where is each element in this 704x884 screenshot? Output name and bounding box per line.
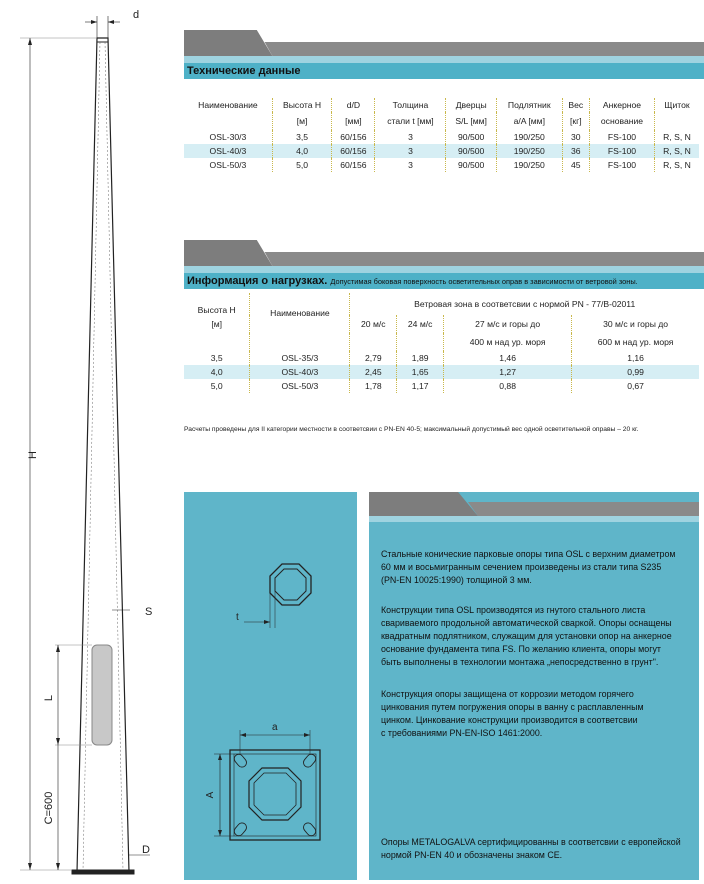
lh-col-27: 27 м/с и горы до — [444, 315, 572, 333]
pole-outline — [77, 38, 129, 872]
th-door-unit: S/L [мм] — [446, 112, 496, 130]
lh-height: Высота H — [184, 293, 250, 315]
calculation-note: Расчеты проведены для II категории местности в соответсвии с PN-EN 40-5; максимальный допустимый вес одной осветительной оправы – 20 кг. — [184, 426, 639, 433]
th-height-unit: [м] — [272, 112, 331, 130]
base-plate-square — [230, 750, 320, 840]
lh-col-30-sub: 600 м над ур. моря — [597, 337, 674, 347]
octagon-section-outer — [270, 564, 311, 605]
label-H: H — [27, 451, 39, 459]
th-name: Наименование — [184, 98, 272, 112]
th-thickness: Толщина — [375, 98, 446, 112]
label-S: S — [145, 606, 153, 618]
lh-zone: Ветровая зона в соответсвии с нормой PN - 77/B-02011 — [414, 299, 636, 309]
th-weight-unit: [кг] — [562, 112, 589, 130]
tech-table — [184, 98, 699, 172]
tech-header — [184, 30, 704, 79]
table-row: OSL-30/3 3,5 60/156 3 90/500 190/250 30 FS-100 R, S, N — [184, 130, 699, 144]
cross-section-drawing — [184, 492, 357, 880]
loads-header — [184, 240, 704, 289]
table-row: OSL-50/3 5,0 60/156 3 90/500 190/250 45 FS-100 R, S, N — [184, 158, 699, 172]
lh-name: Наименование — [250, 293, 350, 333]
th-panel: Щиток — [664, 100, 690, 110]
th-height: Высота H — [272, 98, 331, 112]
description-paragraph-4: Опоры METALOGALVA сертифицированны в соответсвии с европейской нормой PN-EN 40 и обозначены знаком CE. — [381, 837, 681, 860]
octagon-section-inner — [275, 569, 306, 600]
table-row: 5,0 OSL-50/3 1,78 1,17 0,88 0,67 — [184, 379, 699, 393]
section-drawing-panel — [184, 492, 357, 880]
base-plate — [72, 870, 134, 874]
loads-subtitle: Допустимая боковая поверхность осветительных оправ в зависимости от ветровой зоны. — [330, 276, 638, 286]
label-t: t — [236, 612, 239, 623]
th-thickness-unit: стали t [мм] — [375, 112, 446, 130]
lh-col-24: 24 м/с — [397, 315, 444, 333]
th-weight: Вес — [562, 98, 589, 112]
th-dD: d/D — [332, 98, 375, 112]
label-A: A — [205, 791, 216, 799]
lh-col-27-sub: 400 м над ур. моря — [444, 333, 572, 351]
lh-height-unit: [м] — [184, 315, 250, 333]
loads-title: Информация о нагрузках. — [187, 275, 328, 287]
th-dD-unit: [мм] — [332, 112, 375, 130]
tech-title: Технические данные — [187, 65, 301, 77]
description-paragraph-2: Конструкции типа OSL производятся из гнутого стального листа свариваемого продольной автоматической сваркой. Опоры оснащены квадратным подлятником, служащим для установки опор на анкерное основание фундамента типа FS. По желанию клиента, опоры могут быть выполнены в технологии монтажа „непосредственно в грунт". — [381, 605, 672, 667]
th-door: Дверцы — [446, 98, 496, 112]
base-octagon-inner — [254, 773, 296, 815]
door-opening — [92, 645, 112, 745]
description-panel — [369, 492, 699, 880]
pole-elevation-drawing — [0, 0, 175, 884]
th-baseplate: Подлятник — [496, 98, 562, 112]
th-baseplate-unit: a/A [мм] — [496, 112, 562, 130]
label-d: d — [133, 9, 140, 21]
th-anchor-2: основание — [589, 112, 654, 130]
description-paragraph-3: Конструкция опоры защищена от коррозии методом горячего цинкования путем погружения опоры в ванну с расплавленным цинком. Цинкование конструкции производится в соответсвии с требованиями PN-EN-ISO 1461:2000. — [381, 689, 644, 738]
description-paragraph-1: Стальные конические парковые опоры типа OSL с верхним диаметром 60 мм и восьмигранным сечением произведены из стали типа S235 (PN-EN 10025:1990) толщиной 3 мм. — [381, 549, 676, 585]
loads-table — [184, 293, 699, 393]
th-anchor: Анкерное — [589, 98, 654, 112]
lh-col-20: 20 м/с — [350, 315, 397, 333]
table-row: 3,5 OSL-35/3 2,79 1,89 1,46 1,16 — [184, 351, 699, 365]
table-row: 4,0 OSL-40/3 2,45 1,65 1,27 0,99 — [184, 365, 699, 379]
label-a: a — [272, 722, 278, 733]
table-row: OSL-40/3 4,0 60/156 3 90/500 190/250 36 FS-100 R, S, N — [184, 144, 699, 158]
label-D: D — [142, 844, 150, 856]
lh-col-30: 30 м/с и горы до — [603, 319, 669, 329]
label-L: L — [43, 694, 55, 702]
base-octagon-outer — [249, 768, 301, 820]
label-C: C=600 — [43, 791, 55, 825]
